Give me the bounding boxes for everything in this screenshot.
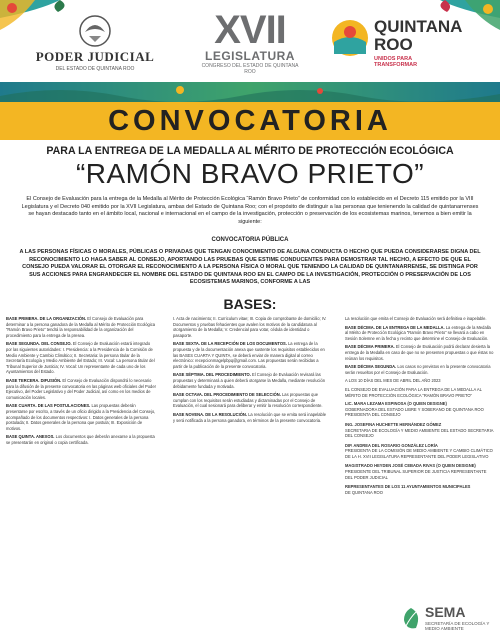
bases-heading: BASES:	[223, 296, 277, 312]
base-head: BASE SÉPTIMA. DEL PROCEDIMIENTO.	[173, 372, 251, 378]
base-text: Los casos no previstos en la presente convocatoria serán resueltos por el Consejo de Evaluación.	[345, 364, 491, 375]
base-head: BASE DÉCIMA PRIMERA.	[345, 344, 395, 350]
base-paragraph	[6, 316, 156, 338]
base-head: BASE DÉCIMA. DE LA ENTREGA DE LA MEDALLA.	[345, 324, 445, 330]
base-paragraph	[345, 316, 495, 322]
base-head: BASE QUINTA. ANEXOS.	[6, 434, 55, 440]
signer	[345, 443, 495, 460]
bases-column-3	[345, 316, 495, 499]
qroo-tagline: UNIDOS PARA TRANSFORMAR	[374, 56, 418, 68]
base-paragraph	[173, 412, 328, 423]
sema-leaf-icon	[400, 606, 422, 632]
bases-column-2	[173, 316, 328, 426]
signer	[345, 422, 495, 439]
base-text: La entrega de la propuesta y de la documentación anexa que sustente los requisitos establecidos en las BASES CUARTA Y QUINTA, se deberá enviar de manera digital al correo electrónico: recepcionmagelpbpq@gmail.com. Las propuestas serán recibidas a partir de la publicación de la presente convocatoria.	[173, 341, 325, 369]
base-text: Las propuestas que cumplan con los requisitos serán estudiadas y dictaminadas por el Consejo de Evaluación, el cual sesionará para deliberar y emitir la resolución correspondiente.	[173, 392, 323, 409]
sema-word: SEMA	[425, 604, 466, 620]
sema-logo	[400, 602, 495, 640]
base-text: El Consejo de Evaluación estará integrado por las siguientes autoridades: I. Presidencia: a la Presidencia de la Comisión de Medio Ambiente y Cambio Climático; II. Secretaria: la persona titular de la Secretaría Ecología y Medio Ambiente del Estado; III. Vocal: La persona titular del Tribunal Superior de Justicia; IV. Vocal: Un representante de cada uno de los Ayuntamientos del Estado.	[6, 341, 155, 375]
signer-name: LIC. MARA LEZAMA ESPINOSA (O QUIEN DESIGNE)	[345, 401, 447, 407]
header-logos	[0, 6, 500, 76]
base-head: BASE TERCERA. DIFUSIÓN.	[6, 377, 62, 383]
base-paragraph	[173, 372, 328, 389]
qroo-name	[374, 18, 462, 54]
base-head: BASE NOVENA. DE LA RESOLUCIÓN.	[173, 411, 247, 417]
signer	[345, 484, 495, 495]
sun-wave-icon	[330, 18, 370, 58]
sema-sub: SECRETARÍA DE ECOLOGÍA Y MEDIO AMBIENTE	[425, 621, 490, 631]
convocatoria-title: CONVOCATORIA	[0, 102, 500, 140]
base-head: BASE SEGUNDA. DEL CONSEJO.	[6, 341, 72, 347]
signer-role: SECRETARIA DE ECOLOGÍA Y MEDIO AMBIENTE DEL ESTADO SECRETARIA DEL CONSEJO	[345, 427, 494, 439]
qroo-name-1: QUINTANA	[374, 17, 463, 36]
base-text: La entrega de la Medalla al Mérito de Protección Ecológica “Ramón Bravo Prieto” se llevará a cabo en Sesión Solemne en la fecha y recinto que determine el Consejo de Evaluación.	[345, 324, 491, 341]
base-text: El Consejo de Evaluación podrá declarar desierta la entrega de la Medalla en caso de que no se presenten propuestas o que éstas no reúnan los requisitos.	[345, 344, 494, 361]
base-paragraph	[173, 392, 328, 409]
signers-intro: EL CONSEJO DE EVALUACIÓN PARA LA ENTREGA DE LA MEDALLA AL MÉRITO DE PROTECCIÓN ECOLÓGICA “RAMÓN BRAVO PRIETO”	[345, 386, 482, 398]
base-head: BASE CUARTA. DE LAS POSTULACIONES.	[6, 403, 91, 409]
signer-role: GOBERNADORA DEL ESTADO LIBRE Y SOBERANO DE QUINTANA ROO PRESIDENTA DEL CONSEJO	[345, 406, 484, 418]
base-text: El Consejo de Evaluación para determinar a la persona ganadora de la Medalla al Mérito de Protección Ecológica “Ramón Bravo Prieto” tendrá la responsabilidad de la organización del procedimiento para la entrega de la presea.	[6, 316, 156, 338]
quintana-roo-logo	[330, 14, 480, 74]
intro-paragraph: El Consejo de Evaluación para la entrega de la Medalla al Mérito de Protección Ecológica “Ramón Bravo Prieto” de conformidad con lo establecido en el Decreto 115 emitido por la VIII Legislatura y el Decreto 040 emitido por la XVII Legislatura, ambas del Estado de Quintana Roo; con el propósito de distinguir a las personas que tenienendo la calidad de quintanarrenses se hayan destacado tanto en el ámbito local, nacional e internacional en el campo de la investigación, protección o preservación de los ecosistemas marinos, tenemos a bien emitir la siguiente:	[21, 196, 479, 225]
base-head: BASE SEXTA. DE LA RECEPCIÓN DE LOS DOCUMENTOS.	[173, 341, 287, 347]
signer-role: DE QUINTANA ROO	[345, 489, 383, 495]
bases-column-1	[6, 316, 156, 448]
base-head: BASE OCTAVA. DEL PROCEDIMIENTO DE SELECCIÓN.	[173, 392, 281, 398]
base-head: BASE DÉCIMA SEGUNDA.	[345, 364, 397, 370]
place-date: A LOS 10 DÍAS DEL MES DE ABRIL DEL AÑO 2023	[345, 378, 441, 384]
public-call-heading: CONVOCATORIA PÚBLICA	[211, 237, 289, 243]
xvii-label: LEGISLATURA	[205, 49, 295, 63]
base-paragraph	[6, 434, 156, 445]
base-head: BASE PRIMERA. DE LA ORGANIZACIÓN.	[6, 316, 87, 321]
signer-name: ING. JOSEFINA HUCHETTE HERNÁNDEZ GÓMEZ	[345, 421, 442, 427]
base-text: Los documentos que deberán anexarse a la propuesta se presentarán en original o copia certificada.	[6, 434, 155, 445]
base-paragraph	[173, 316, 328, 338]
qroo-name-2: ROO	[374, 35, 413, 54]
xvii-sub: CONGRESO DEL ESTADO DE QUINTANA ROO	[201, 63, 299, 75]
xvii-number: XVII	[214, 8, 286, 52]
medal-subtitle: PARA LA ENTREGA DE LA MEDALLA AL MÉRITO DE PROTECCIÓN ECOLÓGICA	[46, 145, 454, 157]
xvii-legislatura-logo	[200, 10, 300, 76]
base-paragraph	[345, 325, 495, 342]
signer-name: REPRESENTANTES DE LOS 11 AYUNTAMIENTOS MUNICIPALES	[345, 484, 471, 490]
base-paragraph	[345, 344, 495, 361]
base-text: El Consejo de Evaluación revisará las propuestas y determinará a quien deberá otorgarse la Medalla, mediante resolución debidamente fundada y motivada.	[173, 372, 326, 389]
signer	[345, 401, 495, 418]
poder-judicial-logo	[20, 14, 170, 76]
base-text: La resolución que se emita será inapelable y será notificada a la persona ganadora, en términos de la presente convocatoria.	[173, 411, 326, 423]
signer-role: PRESIDENTA DE LA COMISIÓN DE MEDIO AMBIENTE Y CAMBIO CLIMÁTICO DE LA H. XVII LEGISLATURA REPRESENTANTE DEL PODER LEGISLATIVO	[345, 448, 493, 459]
base-paragraph	[6, 403, 156, 431]
eagle-emblem-icon	[77, 14, 113, 48]
pj-sub: DEL ESTADO DE QUINTANA ROO	[55, 66, 135, 72]
medal-name: “RAMÓN BRAVO PRIETO”	[75, 158, 425, 189]
signer-name: DIP. ANDREA DEL ROSARIO GONZÁLEZ LORÍA	[345, 442, 438, 448]
pj-name: PODER JUDICIAL	[35, 49, 155, 64]
call-paragraph: A LAS PERSONAS FÍSICAS O MORALES, PÚBLICAS O PRIVADAS QUE TENGAN CONOCIMIENTO DE ALGUNA CONDUCTA O HECHO QUE PUEDA CONSIDERARSE DIGNA DEL RECONOCIMIENTO LO HAGA SABER AL CONSEJO, APORTANDO LAS PRUEBAS QUE ESTIME CONDUCENTES PARA DEMOSTRAR TAL HECHO, A EFECTO DE QUE EL CONSEJO PUEDA VALORAR EL OTORGAR EL RECONOCIMIENTO A LA PERSONA FÍSICA O MORAL QUE TENIENDO LA CALIDAD DE QUINTANARRENSE, SE DISTINGA POR SUS ACCIONES PARA ENGRANDECER EL NOMBRE DEL ESTADO DE QUINTANA ROO EN EL CAMPO DE LA INVESTIGACIÓN, PROTECCIÓN O PRESERVACIÓN DE LOS ECOSISTEMAS MARINOS, CONFORME A LAS	[19, 249, 481, 285]
base-paragraph	[345, 364, 495, 375]
base-text: I. Acta de nacimiento; II. Curriculum vitae; III. Copia de comprobante de domicilio; IV. Documentos y pruebas fehacientes que avalen los motivos de la candidatura al otorgamiento de la Medalla; V. Credencial para votar, cédula de identidad o pasaporte.	[173, 316, 327, 338]
base-text: Las propuestas deberán presentarse por escrito, a través de un oficio dirigido a la Presidencia del Consejo, acompañado de los documentos respectivos: I. Datos generales de la persona postulada; II. Datos generales de la persona que postula; III. Exposición de motivos.	[6, 403, 156, 431]
signer-name: MAGISTRADO HEYDEN JOSÉ CEBADA RIVAS (O QUIEN DESIGNE)	[345, 463, 476, 469]
base-paragraph	[173, 341, 328, 369]
base-text: El Consejo de Evaluación dispondrá lo necesario para la difusión de la presente convocatoria en las páginas web oficiales del Poder Ejecutivo, del Poder Legislativo y del Poder Judicial, así como en los medios de comunicación locales.	[6, 377, 156, 400]
decorative-band	[0, 82, 500, 102]
base-text: La resolución que emita el Consejo de Evaluación será definitiva e inapelable.	[345, 316, 487, 321]
signer	[345, 463, 495, 480]
base-paragraph	[6, 378, 156, 400]
base-paragraph	[6, 341, 156, 375]
signer-role: PRESIDENTE DEL TRIBUNAL SUPERIOR DE JUSTICIA REPRESENTANTE DEL PODER JUDICIAL	[345, 469, 487, 480]
